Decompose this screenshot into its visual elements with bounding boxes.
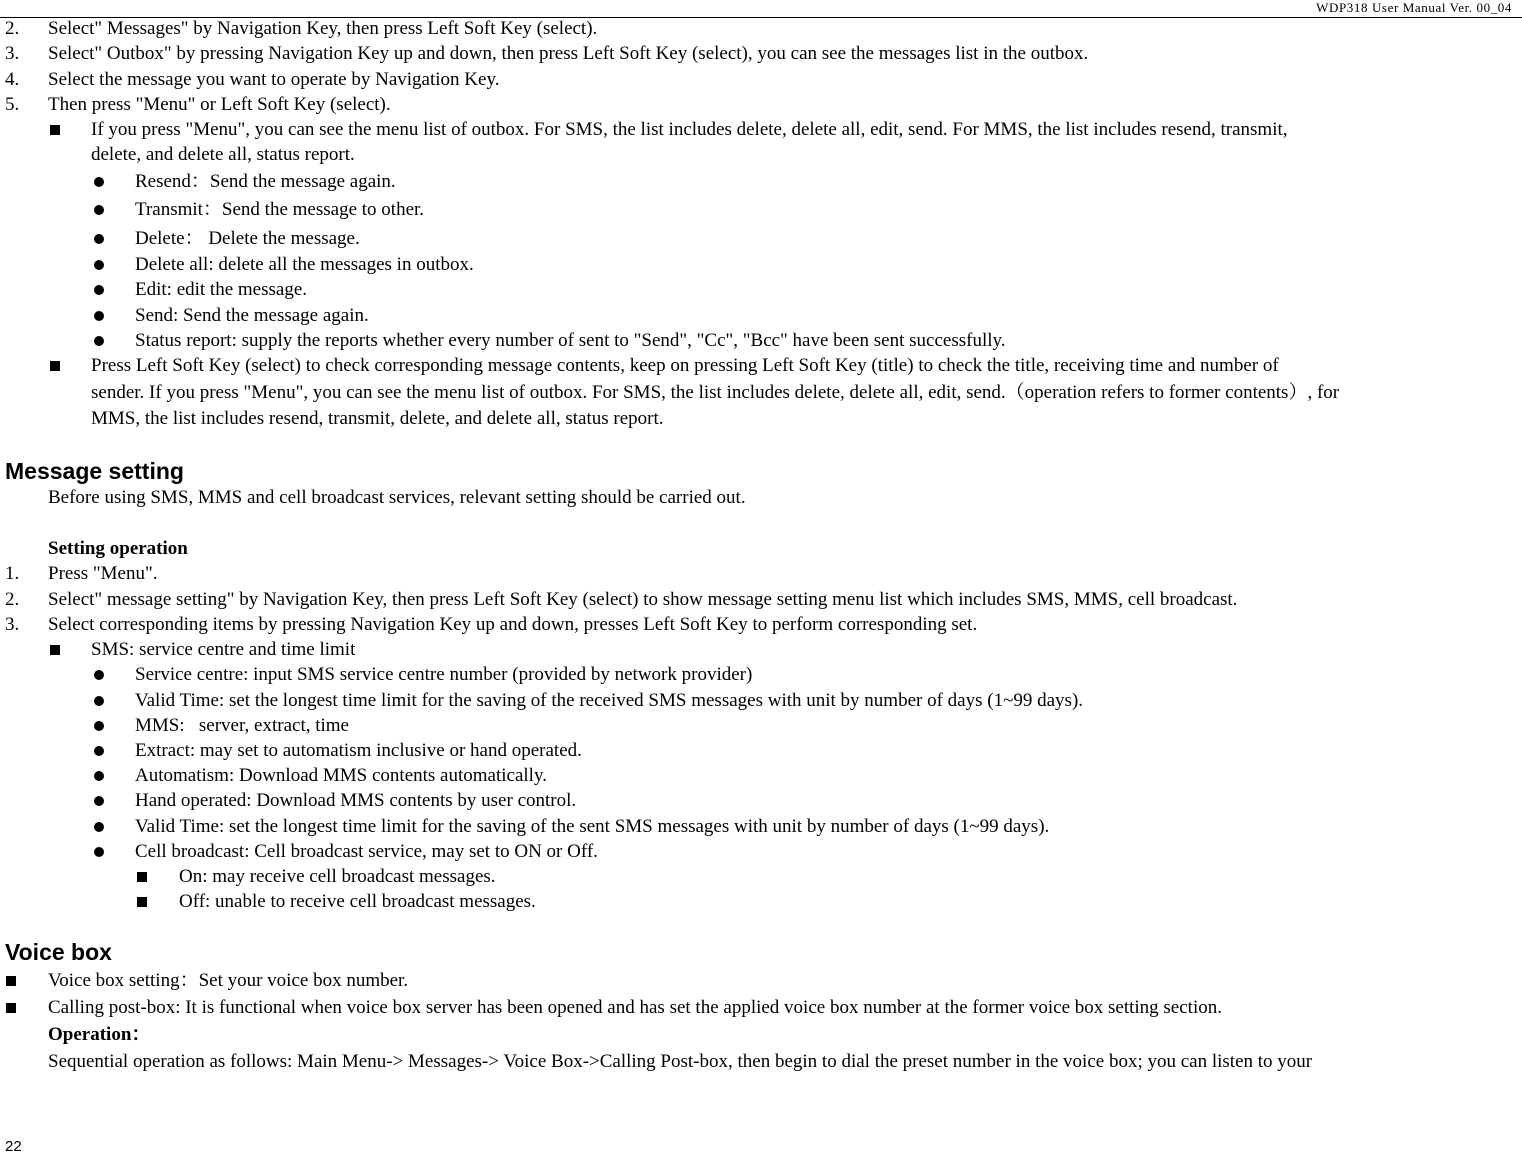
step-text: Select" Outbox" by pressing Navigation Key up and down, then press Left Soft Key (select), you can see the messages list in the outbox.	[48, 43, 1089, 64]
step-number: 4.	[5, 69, 20, 90]
step-number: 2.	[5, 18, 20, 39]
round-bullet-icon	[94, 822, 104, 832]
square-bullet-icon	[50, 645, 60, 655]
menu-bullet-line2: delete, and delete all, status report.	[91, 144, 355, 165]
square-bullet-icon	[6, 1003, 16, 1013]
round-bullet-icon	[94, 234, 104, 244]
round-bullet-icon	[94, 796, 104, 806]
menu-item: Transmit：Send the message to other.	[135, 199, 425, 220]
page-header	[0, 0, 1522, 18]
menu-item: Resend：Send the message again.	[135, 171, 396, 192]
square-bullet-icon	[50, 361, 60, 371]
step-number: 2.	[5, 589, 20, 610]
square-bullet-icon	[137, 897, 147, 907]
step-number: 3.	[5, 43, 20, 64]
square-bullet-icon	[6, 976, 16, 986]
round-bullet-icon	[94, 771, 104, 781]
round-bullet-icon	[94, 285, 104, 295]
step-text: Select" message setting" by Navigation Key, then press Left Soft Key (select) to show message setting menu list which includes SMS, MMS, cell broadcast.	[48, 589, 1238, 610]
setting-item: Automatism: Download MMS contents automatically.	[135, 765, 547, 786]
round-bullet-icon	[94, 311, 104, 321]
round-bullet-icon	[94, 670, 104, 680]
operation-text: Sequential operation as follows: Main Menu-> Messages-> Voice Box->Calling Post-box, then begin to dial the preset number in the voice box; you can listen to your	[48, 1051, 1313, 1072]
round-bullet-icon	[94, 721, 104, 731]
setting-item: Valid Time: set the longest time limit for the saving of the received SMS messages with unit by number of days (1~99 days).	[135, 690, 1084, 711]
setting-item: Service centre: input SMS service centre number (provided by network provider)	[135, 664, 753, 685]
operation-label: Operation：	[48, 1024, 151, 1045]
step-text: Then press "Menu" or Left Soft Key (select).	[48, 94, 391, 115]
setting-item: MMS: server, extract, time	[135, 715, 349, 736]
section-heading: Voice box	[5, 939, 112, 965]
step-text: Select" Messages" by Navigation Key, then press Left Soft Key (select).	[48, 18, 598, 39]
voice-box-bullet: Calling post-box: It is functional when voice box server has been opened and has set the applied voice box number at the former voice box setting section.	[48, 997, 1222, 1018]
setting-item: Cell broadcast: Cell broadcast service, may set to ON or Off.	[135, 841, 598, 862]
menu-item: Delete： Delete the message.	[135, 228, 360, 249]
setting-item: Hand operated: Download MMS contents by user control.	[135, 790, 577, 811]
menu-item: Delete all: delete all the messages in outbox.	[135, 254, 474, 275]
step-text: Select corresponding items by pressing Navigation Key up and down, presses Left Soft Key to perform corresponding set.	[48, 614, 978, 635]
header-text: WDP318 User Manual Ver. 00_04	[1316, 0, 1512, 15]
round-bullet-icon	[94, 260, 104, 270]
round-bullet-icon	[94, 746, 104, 756]
step-text: Select the message you want to operate by Navigation Key.	[48, 69, 500, 90]
round-bullet-icon	[94, 696, 104, 706]
menu-item: Status report: supply the reports whether every number of sent to "Send", "Cc", "Bcc" have been sent successfully.	[135, 330, 1006, 351]
menu-item: Edit: edit the message.	[135, 279, 308, 300]
step-number: 1.	[5, 563, 20, 584]
setting-sub-item: Off: unable to receive cell broadcast messages.	[179, 891, 536, 912]
press-bullet-line3: MMS, the list includes resend, transmit, delete, and delete all, status report.	[91, 408, 664, 429]
step-number: 5.	[5, 94, 20, 115]
square-bullet-icon	[137, 872, 147, 882]
round-bullet-icon	[94, 205, 104, 215]
setting-item: Valid Time: set the longest time limit for the saving of the sent SMS messages with unit by number of days (1~99 days).	[135, 816, 1050, 837]
square-bullet-icon	[50, 125, 60, 135]
section-intro: Before using SMS, MMS and cell broadcast services, relevant setting should be carried out.	[48, 487, 746, 508]
page-number: 22	[5, 1138, 22, 1155]
sms-bullet: SMS: service centre and time limit	[91, 639, 356, 660]
round-bullet-icon	[94, 336, 104, 346]
setting-sub-item: On: may receive cell broadcast messages.	[179, 866, 496, 887]
round-bullet-icon	[94, 177, 104, 187]
voice-box-bullet: Voice box setting：Set your voice box number.	[48, 970, 409, 991]
press-bullet-line1: Press Left Soft Key (select) to check corresponding message contents, keep on pressing Left Soft Key (title) to check the title, receiving time and number of	[91, 355, 1279, 376]
round-bullet-icon	[94, 847, 104, 857]
step-number: 3.	[5, 614, 20, 635]
menu-item: Send: Send the message again.	[135, 305, 369, 326]
menu-bullet-line1: If you press "Menu", you can see the menu list of outbox. For SMS, the list includes delete, delete all, edit, send. For MMS, the list includes resend, transmit,	[91, 119, 1288, 140]
press-bullet-line2: sender. If you press "Menu", you can see the menu list of outbox. For SMS, the list includes delete, delete all, edit, send.（operation refers to former contents）, for	[91, 382, 1340, 403]
step-text: Press "Menu".	[48, 563, 158, 584]
setting-item: Extract: may set to automatism inclusive or hand operated.	[135, 740, 582, 761]
subsection-heading: Setting operation	[48, 538, 188, 559]
section-heading: Message setting	[5, 458, 184, 484]
